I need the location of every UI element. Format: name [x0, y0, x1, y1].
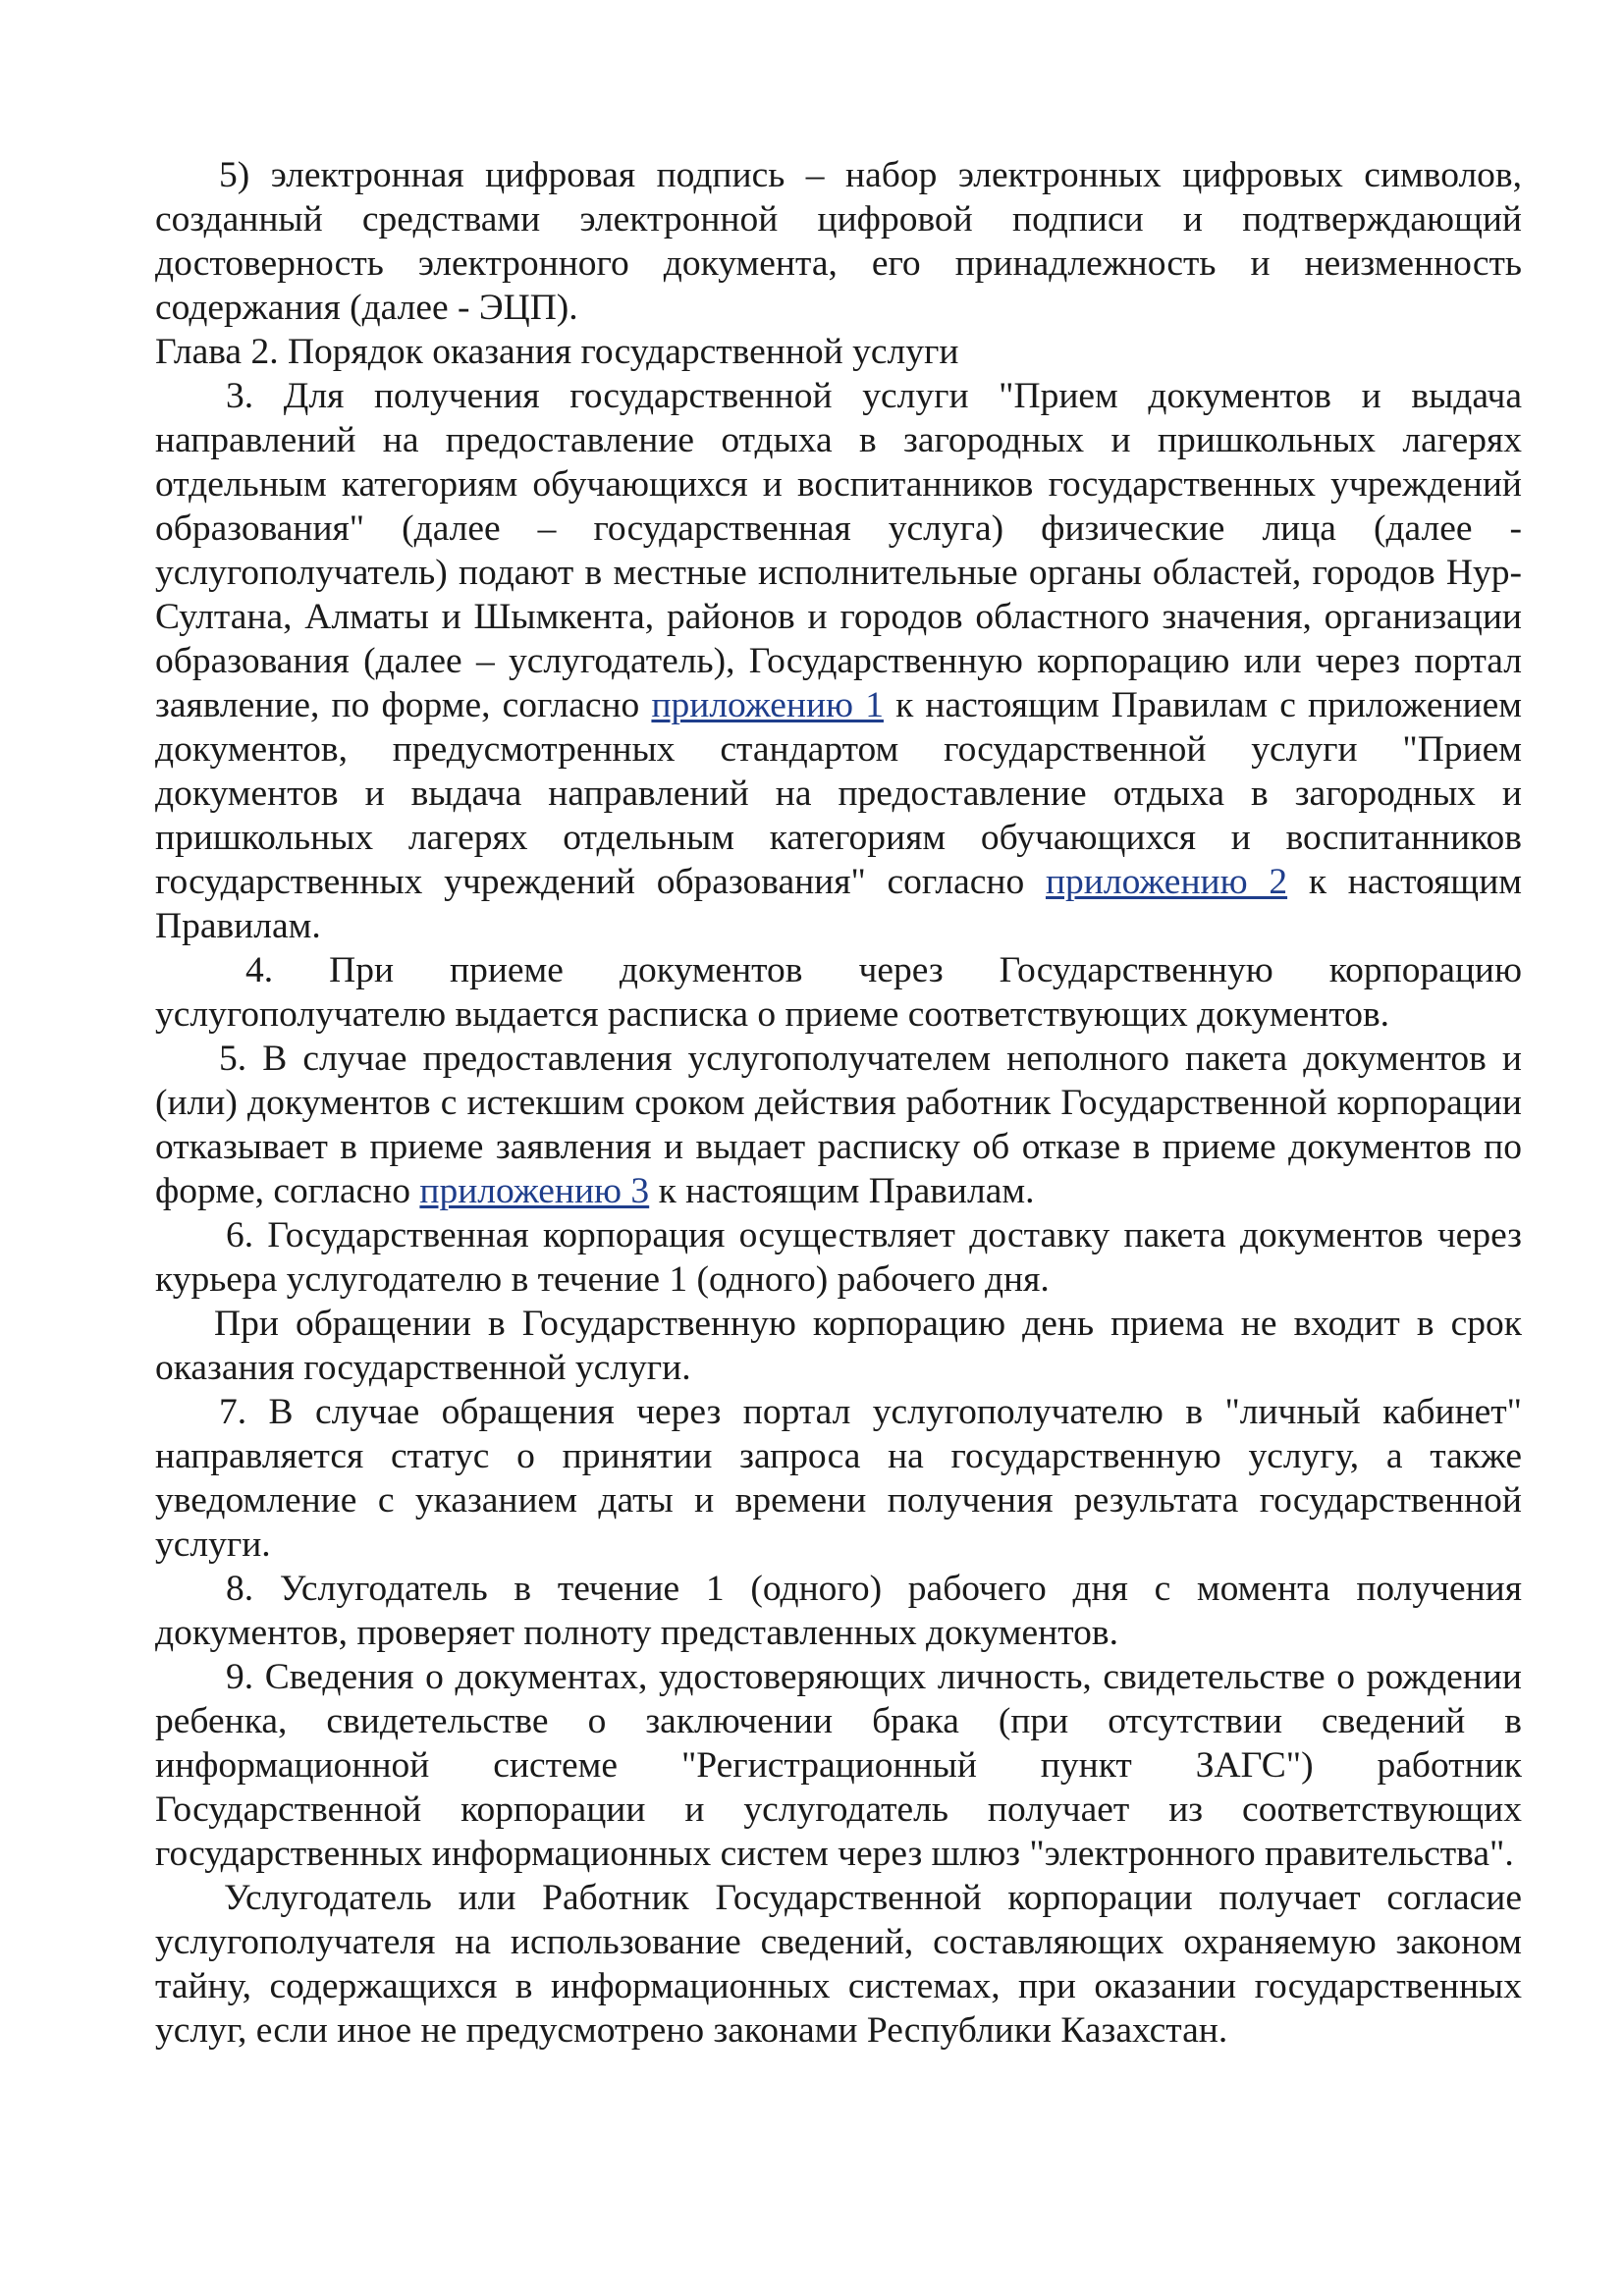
appendix-2-link[interactable]: приложению 2 [1045, 862, 1288, 902]
paragraph-3-text-a: 3. Для получения государственной услуги "Прием документов и выдача направлений на предоставление отдыха в загородных и пришкольных лагерях отдельным категориям обучающихся и воспитанников государственных учреждений образования" (далее – государственная услуга) физические лица (далее - услугополучатель) подают в местные исполнительные органы областей, городов Нур-Султана, Алматы и Шымкента, районов и городов областного значения, организации образования (далее – услугодатель), Государственную корпорацию или через портал заявление, по форме, согласно [155, 376, 1522, 725]
paragraph-3-text-b: к настоящим Правилам с приложением документов, предусмотренных стандартом государственной услуги "Прием документов и выдача направлений на предоставление отдыха в загородных и пришкольных лагерях отдельным категориям обучающихся и воспитанников государственных учреждений образования" согласно [155, 685, 1522, 902]
paragraph-3 [155, 374, 1522, 948]
paragraph-5-text-b: к настоящим Правилам. [649, 1171, 1035, 1211]
paragraph-5-text-a: 5. В случае предоставления услугополучателем неполного пакета документов и (или) документов с истекшим сроком действия работник Государственной корпорации отказывает в приеме заявления и выдает расписку об отказе в приеме документов по форме, согласно [155, 1039, 1522, 1211]
appendix-3-link[interactable]: приложению 3 [419, 1171, 650, 1211]
paragraph-ecp-definition: 5) электронная цифровая подпись – набор электронных цифровых символов, созданный средствами электронной цифровой подписи и подтверждающий достоверность электронного документа, его принадлежность и неизменность содержания (далее - ЭЦП). [155, 155, 1522, 328]
document-page [155, 153, 1522, 2053]
paragraph-5 [155, 1037, 1522, 1213]
paragraph-3-text-c: к настоящим Правилам. [155, 862, 1522, 946]
paragraph-6: 6. Государственная корпорация осуществляет доставку пакета документов через курьера услугодателю в течение 1 (одного) рабочего дня. [155, 1215, 1522, 1300]
paragraph-4: 4. При приеме документов через Государственную корпорацию услугополучателю выдается расписка о приеме соответствующих документов. [155, 950, 1522, 1035]
paragraph-7: 7. В случае обращения через портал услугополучателю в "личный кабинет" направляется статус о принятии запроса на государственную услугу, а также уведомление с указанием даты и времени получения результата государственной услуги. [155, 1392, 1522, 1565]
paragraph-9-note: Услугодатель или Работник Государственной корпорации получает согласие услугополучателя на использование сведений, составляющих охраняемую законом тайну, содержащихся в информационных системах, при оказании государственных услуг, если иное не предусмотрено законами Республики Казахстан. [155, 1878, 1522, 2051]
paragraph-8: 8. Услугодатель в течение 1 (одного) рабочего дня с момента получения документов, проверяет полноту представленных документов. [155, 1569, 1522, 1653]
paragraph-6-note: При обращении в Государственную корпорацию день приема не входит в срок оказания государственной услуги. [155, 1304, 1522, 1388]
paragraph-9: 9. Сведения о документах, удостоверяющих личность, свидетельстве о рождении ребенка, свидетельстве о заключении брака (при отсутствии сведений в информационной системе "Регистрационный пункт ЗАГС") работник Государственной корпорации и услугодатель получает из соответствующих государственных информационных систем через шлюз "электронного правительства". [155, 1657, 1522, 1874]
appendix-1-link[interactable]: приложению 1 [651, 685, 884, 725]
chapter-2-heading: Глава 2. Порядок оказания государственной услуги [155, 332, 959, 372]
